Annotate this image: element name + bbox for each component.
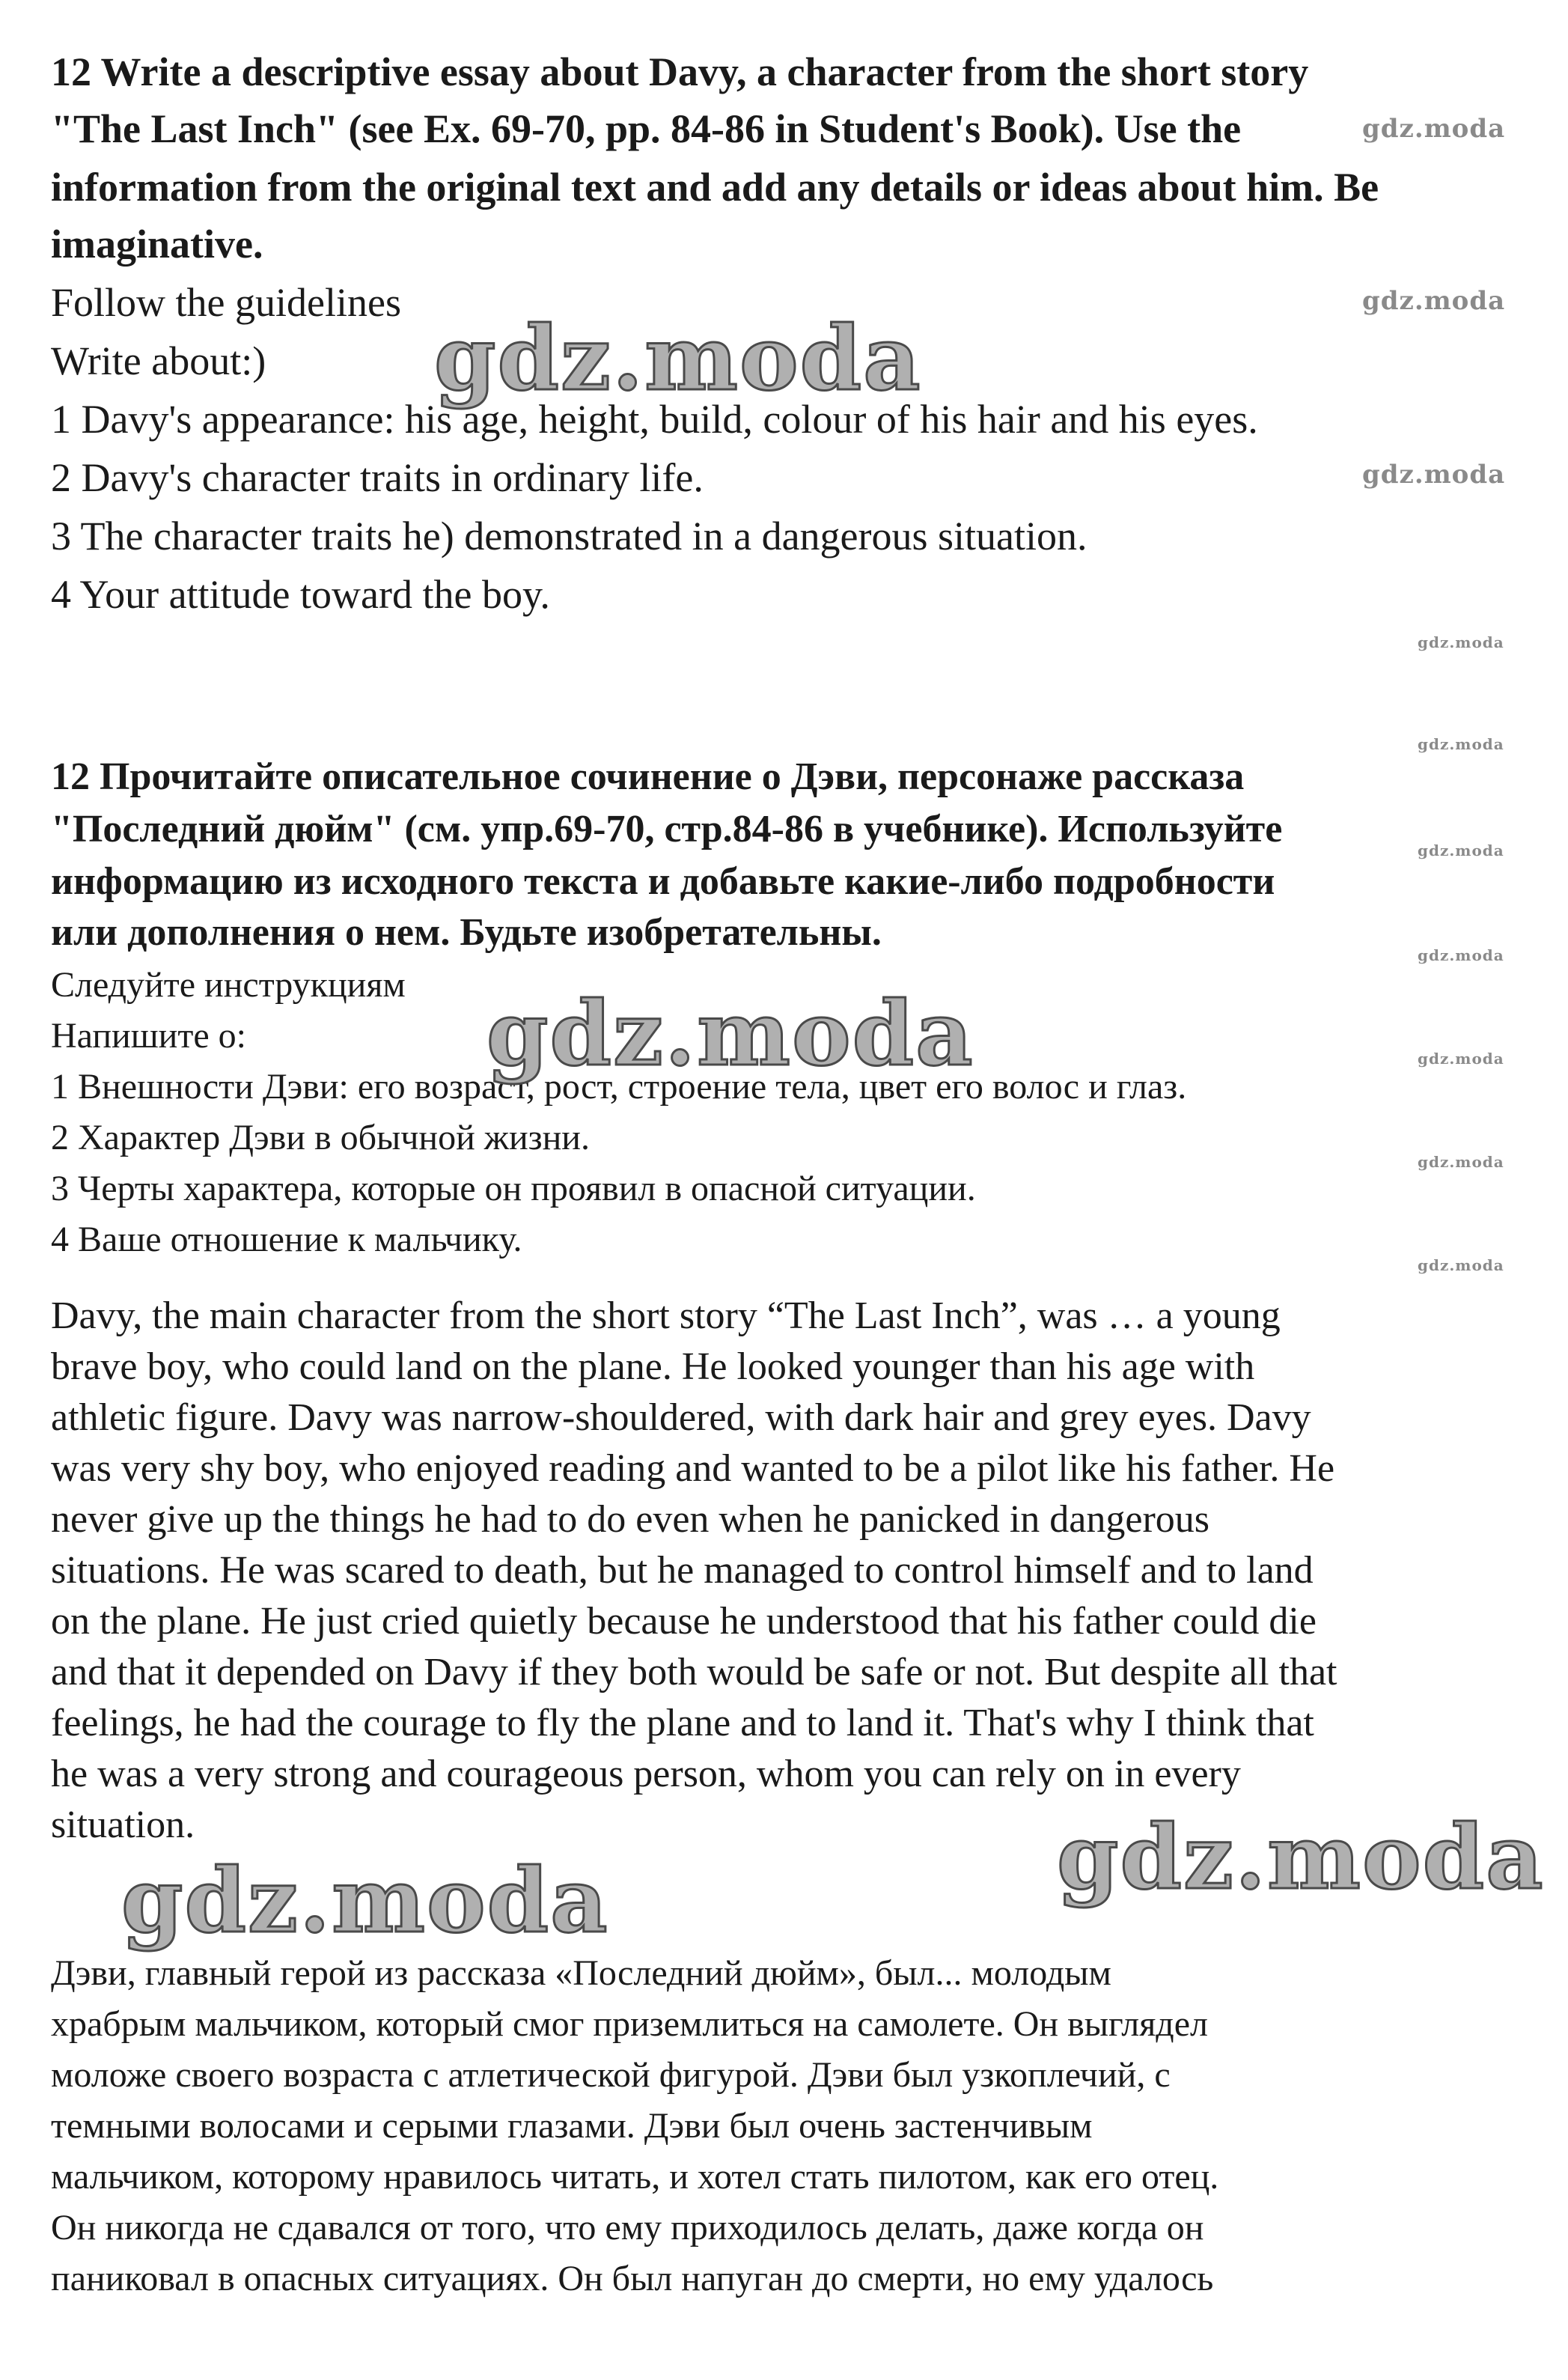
essay-ru-line-6: Он никогда не сдавался от того, что ему приходилось делать, даже когда он: [51, 2208, 1204, 2247]
watermark-small: gdz.moda: [1418, 735, 1504, 753]
exercise-en-write-about: Write about:): [51, 338, 266, 383]
essay-ru-line-7: паниковал в опасных ситуациях. Он был напуган до смерти, но ему удалось: [51, 2259, 1214, 2298]
essay-en-line-4: was very shy boy, who enjoyed reading and wanted to be a pilot like his father. He: [51, 1447, 1335, 1490]
essay-en-line-5: never give up the things he had to do even when he panicked in dangerous: [51, 1498, 1209, 1541]
exercise-en-point-3: 3 The character traits he) demonstrated in a dangerous situation.: [51, 514, 1087, 559]
essay-ru-line-3: моложе своего возраста с атлетической фигурой. Дэви был узкоплечий, с: [51, 2055, 1171, 2095]
essay-en-line-2: brave boy, who could land on the plane. He looked younger than his age with: [51, 1345, 1255, 1388]
exercise-ru-heading-line-3: информацию из исходного текста и добавьте какие-либо подробности: [51, 860, 1275, 903]
essay-ru-line-1: Дэви, главный герой из рассказа «Последний дюйм», был... молодым: [51, 1953, 1111, 1993]
exercise-en-point-4: 4 Your attitude toward the boy.: [51, 572, 550, 617]
exercise-ru-heading-line-1: 12 Прочитайте описательное сочинение о Дэви, персонаже рассказа: [51, 755, 1245, 798]
watermark-small: gdz.moda: [1418, 841, 1504, 859]
exercise-en-point-1: 1 Davy's appearance: his age, height, build, colour of his hair and his eyes.: [51, 397, 1258, 442]
exercise-ru-point-2: 2 Характер Дэви в обычной жизни.: [51, 1118, 590, 1157]
exercise-en-heading-line-4: imaginative.: [51, 222, 263, 267]
essay-ru-line-2: храбрым мальчиком, который смог приземлиться на самолете. Он выглядел: [51, 2004, 1208, 2044]
essay-ru-line-5: мальчиком, которому нравилось читать, и хотел стать пилотом, как его отец.: [51, 2157, 1219, 2197]
essay-en-line-7: on the plane. He just cried quietly because he understood that his father could die: [51, 1600, 1317, 1643]
exercise-en-heading-line-3: information from the original text and add any details or ideas about him. Be: [51, 165, 1379, 210]
exercise-ru-point-3: 3 Черты характера, которые он проявил в опасной ситуации.: [51, 1169, 976, 1208]
watermark-small: gdz.moda: [1362, 114, 1506, 144]
watermark-small: gdz.moda: [1362, 286, 1506, 316]
watermark-small: gdz.moda: [1418, 1153, 1504, 1171]
exercise-en-follow: Follow the guidelines: [51, 280, 401, 325]
exercise-ru-follow: Следуйте инструкциям: [51, 965, 406, 1005]
watermark-large: gdz.moda: [434, 306, 922, 410]
watermark-small: gdz.moda: [1362, 460, 1506, 490]
watermark-small: gdz.moda: [1418, 1050, 1504, 1068]
exercise-ru-point-1: 1 Внешности Дэви: его возраст, рост, строение тела, цвет его волос и глаз.: [51, 1067, 1187, 1107]
exercise-en-point-2: 2 Davy's character traits in ordinary life.: [51, 455, 704, 500]
exercise-ru-heading-line-4: или дополнения о нем. Будьте изобретательны.: [51, 911, 882, 954]
essay-en-line-3: athletic figure. Davy was narrow-shouldered, with dark hair and grey eyes. Davy: [51, 1396, 1311, 1439]
essay-en-line-10: he was a very strong and courageous person, whom you can rely on in every: [51, 1753, 1241, 1795]
watermark-small: gdz.moda: [1418, 1256, 1504, 1274]
exercise-ru-write-about: Напишите о:: [51, 1016, 246, 1056]
watermark-large: gdz.moda: [1057, 1805, 1545, 1909]
watermark-small: gdz.moda: [1418, 633, 1504, 651]
essay-en-line-9: feelings, he had the courage to fly the plane and to land it. That's why I think that: [51, 1702, 1314, 1744]
essay-en-line-11: situation.: [51, 1804, 195, 1846]
watermark-large: gdz.moda: [486, 981, 974, 1086]
exercise-ru-point-4: 4 Ваше отношение к мальчику.: [51, 1220, 522, 1259]
essay-en-line-1: Davy, the main character from the short story “The Last Inch”, was … a young: [51, 1294, 1281, 1337]
watermark-small: gdz.moda: [1418, 946, 1504, 964]
exercise-ru-heading-line-2: "Последний дюйм" (см. упр.69-70, стр.84-86 в учебнике). Используйте: [51, 808, 1283, 850]
essay-en-line-8: and that it depended on Davy if they both would be safe or not. But despite all that: [51, 1651, 1337, 1693]
exercise-en-heading-line-1: 12 Write a descriptive essay about Davy, a character from the short story: [51, 49, 1309, 94]
essay-ru-line-4: темными волосами и серыми глазами. Дэви был очень застенчивым: [51, 2106, 1093, 2146]
watermark-large: gdz.moda: [121, 1848, 609, 1953]
essay-en-line-6: situations. He was scared to death, but he managed to control himself and to land: [51, 1549, 1314, 1592]
exercise-en-heading-line-2: "The Last Inch" (see Ex. 69-70, pp. 84-86 in Student's Book). Use the: [51, 106, 1242, 151]
